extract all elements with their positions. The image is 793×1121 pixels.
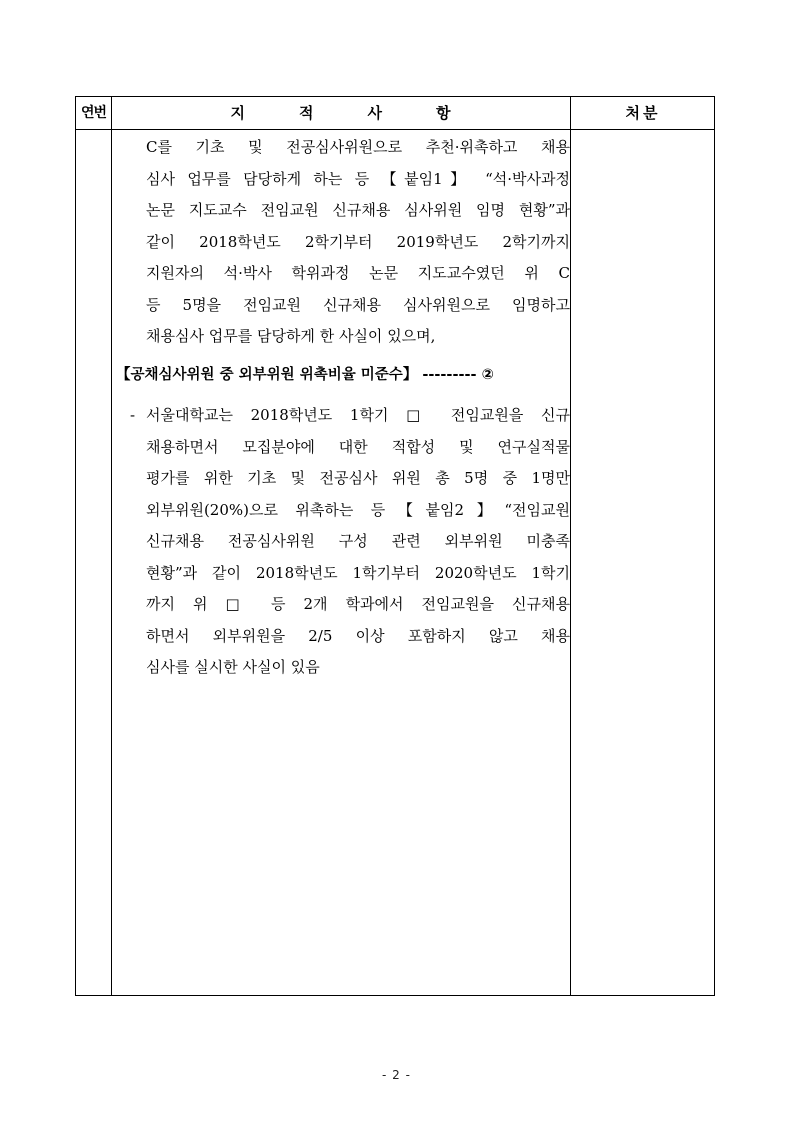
header-findings-char: 사: [367, 104, 382, 122]
text-line: 현황”과 같이 2018학년도 1학기부터 2020학년도 1학기: [146, 563, 570, 582]
text-line: 채용심사 업무를 담당하게 한 사실이 있으며,: [146, 327, 436, 345]
text-line: 까지 위 □ 등 2개 학과에서 전임교원을 신규채용: [146, 595, 570, 613]
audit-findings-table: [75, 96, 715, 996]
text-line: 하면서 외부위원을 2/5 이상 포함하지 않고 채용: [146, 626, 570, 645]
text-line: 심사를 실시한 사실이 있음: [146, 658, 320, 676]
finding-paragraph-2: [146, 400, 570, 684]
section-heading: 【공채심사위원 중 외부위원 위촉비율 미준수】 --------- ②: [116, 367, 494, 383]
text-line: 등 5명을 전임교원 신규채용 심사위원으로 임명하고: [146, 295, 570, 314]
table-header-row: [76, 97, 714, 130]
column-divider: [111, 97, 112, 995]
text-line: 지원자의 석·박사 학위과정 논문 지도교수였던 위 C: [146, 264, 570, 282]
column-divider: [570, 97, 571, 995]
text-line: 채용하면서 모집분야에 대한 적합성 및 연구실적물: [146, 437, 570, 456]
text-line: 신규채용 전공심사위원 구성 관련 외부위원 미충족: [146, 532, 570, 550]
bullet-dash: -: [130, 406, 136, 424]
text-line: 심사 업무를 담당하게 하는 등 【붙임1】 “석·박사과정: [146, 169, 570, 188]
header-action-cell: 처분: [625, 104, 661, 122]
page-number: - 2 -: [382, 1068, 411, 1082]
header-findings-char: 적: [299, 104, 314, 122]
header-findings-cell: [111, 97, 570, 130]
header-findings-char: 지: [230, 104, 245, 122]
text-line: 외부위원(20%)으로 위촉하는 등【붙임2】“전임교원: [146, 500, 570, 519]
text-line: C를 기초 및 전공심사위원으로 추천·위촉하고 채용: [146, 138, 570, 156]
text-line: 논문 지도교수 전임교원 신규채용 심사위원 임명 현황”과: [146, 201, 570, 219]
text-line: 서울대학교는 2018학년도 1학기 □ 전임교원을 신규: [146, 406, 570, 424]
header-number-cell: 연번: [80, 105, 107, 121]
text-line: 평가를 위한 기초 및 전공심사 위원 총 5명 중 1명만: [146, 469, 570, 487]
header-findings-char: 항: [436, 104, 451, 122]
text-line: 같이 2018학년도 2학기부터 2019학년도 2학기까지: [146, 232, 570, 251]
finding-paragraph-1: [146, 132, 570, 353]
